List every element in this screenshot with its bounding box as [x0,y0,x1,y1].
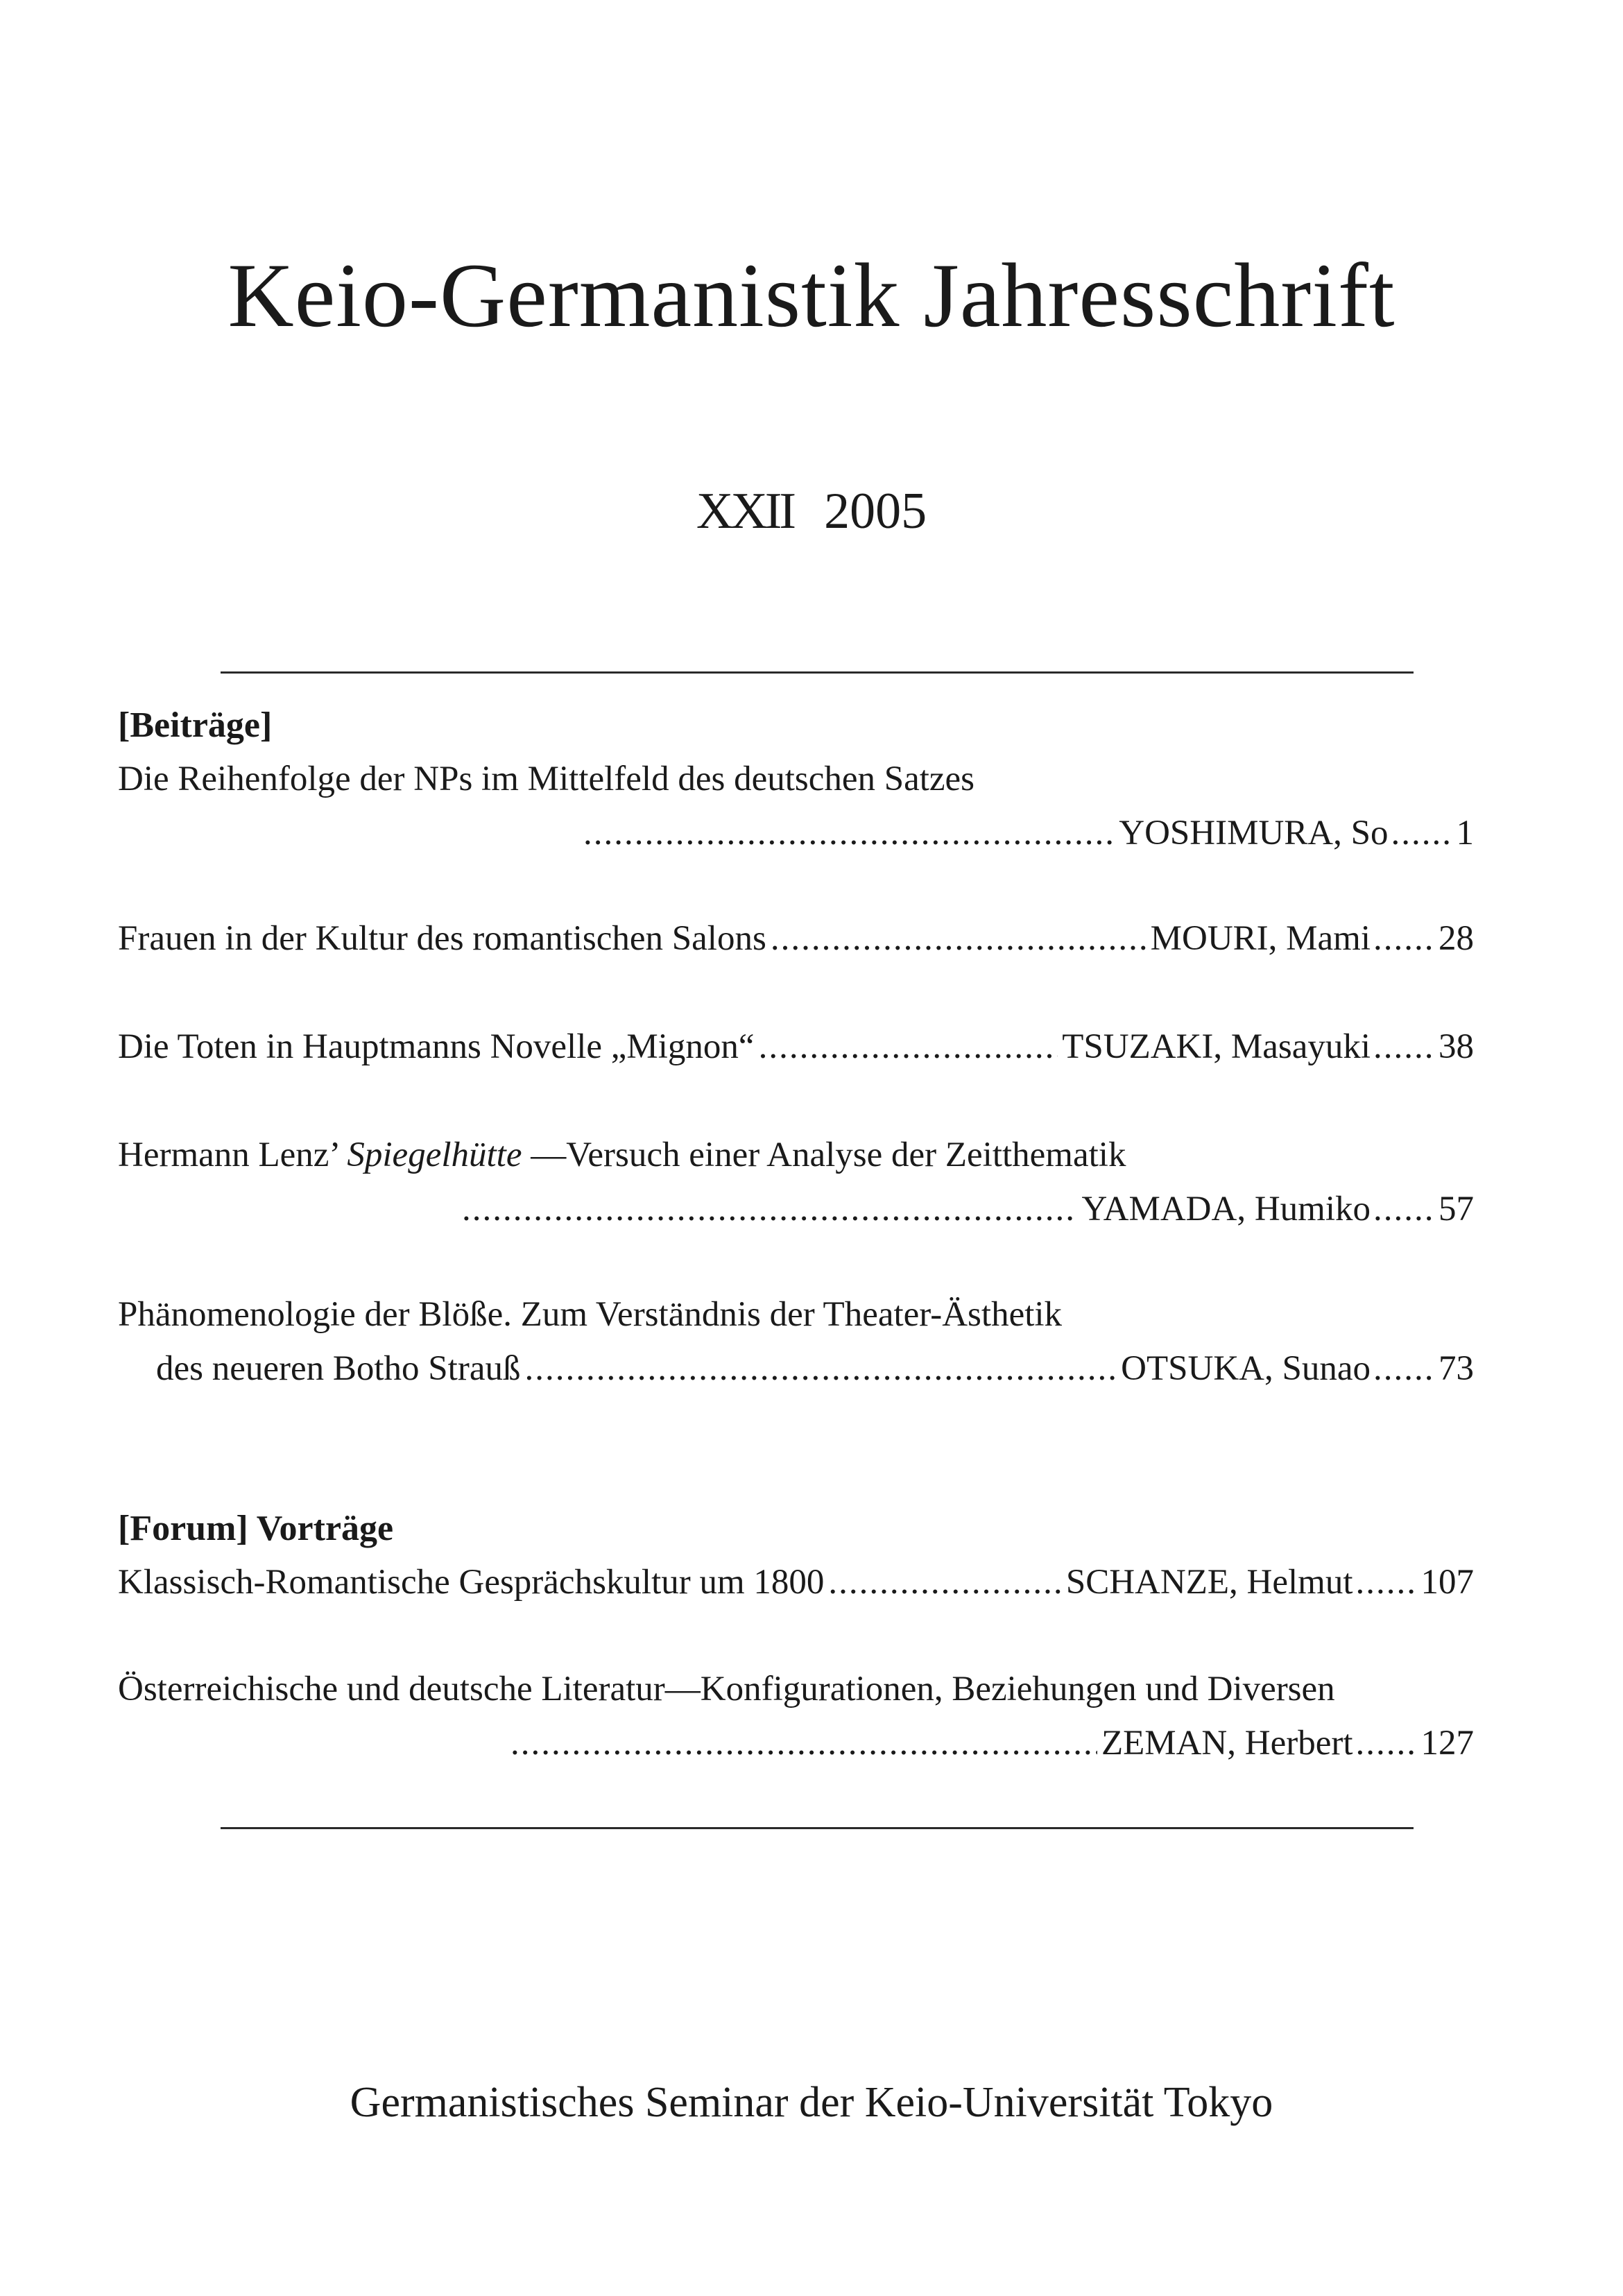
toc-entry [156,1351,1474,1387]
toc-entry-title: Phänomenologie der Blöße. Zum Verständnis der Theater-Ästhetik [118,1295,1063,1334]
toc-entry-page: 1 [1456,814,1474,853]
toc-entry-author: YAMADA, Humiko [1081,1190,1371,1228]
leader-dots [1356,1565,1418,1600]
toc-entry-title: Die Toten in Hauptmanns Novelle „Mignon“ [118,1027,755,1066]
toc-entry-page: 28 [1439,919,1474,958]
leader-dots [759,1029,1058,1065]
journal-title: Keio-Germanistik Jahresschrift [227,244,1396,346]
toc-entry [118,1565,1474,1600]
toc-entry-page: 127 [1420,1724,1474,1763]
toc-entry [506,1726,1474,1761]
bottom-divider [221,1827,1414,1829]
toc-entry-page: 107 [1420,1563,1474,1602]
toc-entry-title: Österreichische und deutsche Literatur—Konfigurationen, Beziehungen und Diversen [118,1670,1335,1708]
toc-entry-author: OTSUKA, Sunao [1121,1349,1371,1388]
toc-entry-author: SCHANZE, Helmut [1065,1563,1353,1602]
leader-dots [524,1351,1117,1387]
leader-dots [1373,1029,1436,1065]
section-heading-beitraege: [Beiträge] [118,705,273,745]
publication-year: 2005 [824,483,927,540]
leader-dots [828,1565,1061,1600]
toc-entry-author: MOURI, Mami [1150,919,1371,958]
toc-entry [458,1192,1474,1227]
leader-dots [462,1192,1077,1227]
section-heading-forum: [Forum] Vorträge [118,1509,394,1548]
toc-entry-title: Die Reihenfolge der NPs im Mittelfeld des deutschen Satzes [118,760,975,798]
toc-entry-title [118,1138,1474,1173]
leader-dots [1373,921,1436,957]
toc-entry-title: Frauen in der Kultur des romantischen Salons [118,919,766,958]
toc-entry-title: des neueren Botho Strauß [156,1349,521,1388]
publisher: Germanistisches Seminar der Keio-Universität Tokyo [350,2079,1273,2126]
toc-entry-author: YOSHIMURA, So [1119,814,1389,853]
leader-dots [1373,1351,1436,1387]
leader-dots [1373,1192,1436,1227]
leader-dots [771,921,1147,957]
leader-dots [1356,1726,1418,1761]
toc-entry [118,1029,1474,1065]
toc-entry-title: Klassisch-Romantische Gesprächskultur um 1800 [118,1563,825,1602]
toc-entry-author: ZEMAN, Herbert [1101,1724,1353,1763]
top-divider [221,671,1414,674]
leader-dots [1391,816,1454,851]
leader-dots [583,816,1115,851]
leader-dots [510,1726,1097,1761]
toc-entry-author: TSUZAKI, Masayuki [1062,1027,1371,1066]
toc-entry-title-suffix: —Versuch einer Analyse der Zeitthematik [531,1136,1126,1174]
toc-entry-page: 73 [1439,1349,1474,1388]
volume-number: XXII [696,483,794,540]
toc-entry-page: 38 [1439,1027,1474,1066]
toc-entry [118,921,1474,957]
volume-year [0,483,1623,540]
toc-entry-title-prefix: Hermann Lenz’ [118,1136,338,1174]
toc-entry-page: 57 [1439,1190,1474,1228]
toc-entry-title-italic: Spiegelhütte [347,1136,522,1174]
toc-entry [579,816,1474,851]
